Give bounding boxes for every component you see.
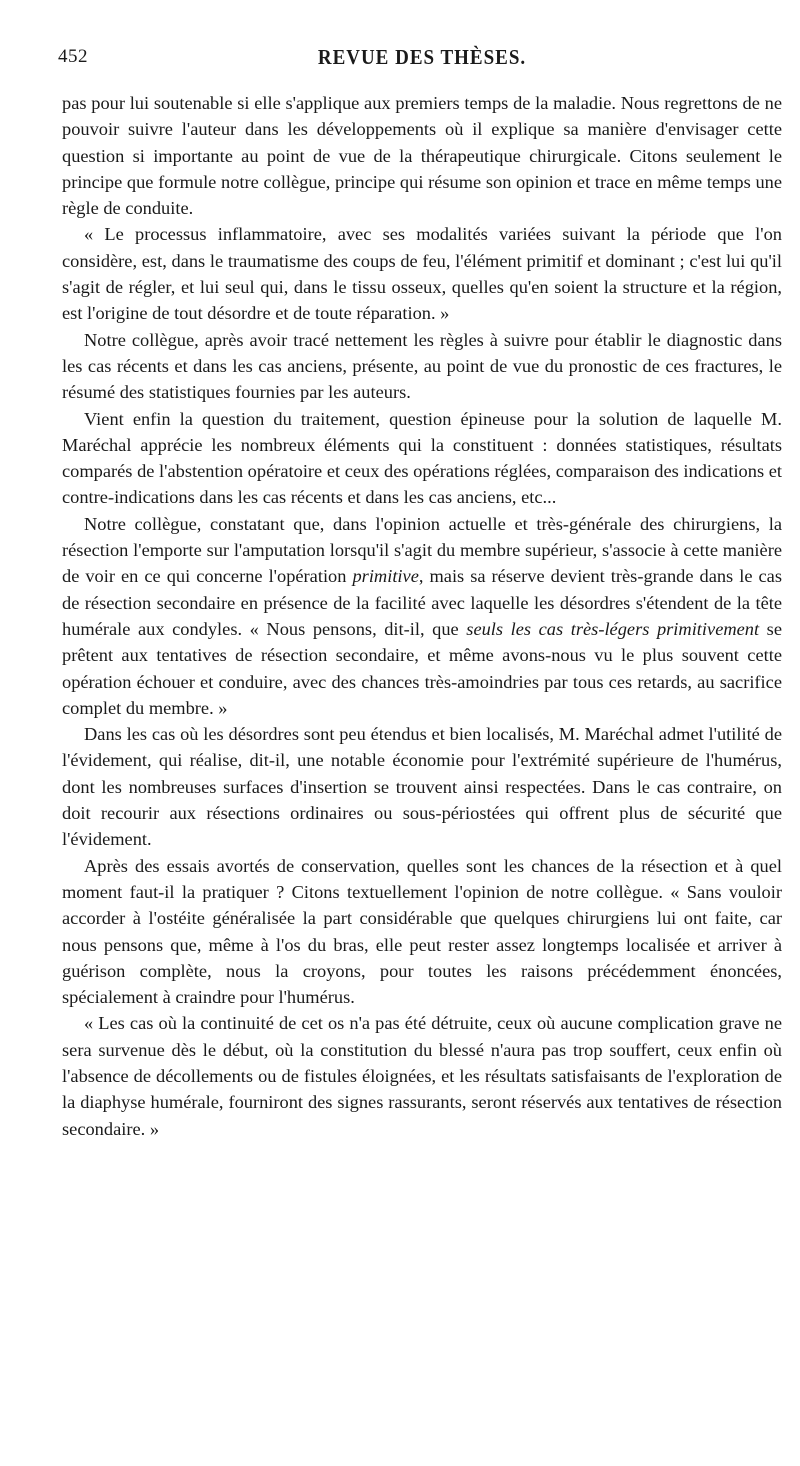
text-segment: pas pour lui soutenable si elle s'applique aux premiers temps de la maladie. Nous regrettons de ne pouvoir suivre l'auteur dans les développements où il explique sa manière d'envisager cette question si importante au point de vue de la thérapeutique chirurgicale. Citons seulement le principe que formule notre collègue, principe qui résume son opinion et trace en même temps une règle de conduite.	[62, 93, 782, 219]
italic-segment: seuls les cas très-légers primitivement	[466, 618, 760, 639]
paragraph	[62, 221, 782, 326]
running-head	[58, 46, 782, 78]
paragraph	[62, 1010, 782, 1141]
paragraph	[62, 721, 782, 852]
text-segment: se prêtent aux tentatives de résection secondaire, et même avons-nous vu le plus souvent cette opération échouer et conduire, avec des chances très-amoindries par tous ces retards, au sacrifice complet du membre. »	[62, 618, 782, 718]
text-segment: , mais sa réserve devient très-grande dans le cas de résection secondaire en présence de la facilité avec laquelle les désordres s'étendent de la tête humérale aux condyles. « Nous pensons, dit-il, que	[62, 566, 782, 639]
paragraph	[62, 853, 782, 1011]
running-title: REVUE DES THÈSES.	[317, 46, 527, 70]
italic-segment: primitive	[352, 566, 419, 587]
text-segment: Notre collègue, après avoir tracé nettement les règles à suivre pour établir le diagnostic dans les cas récents et dans les cas anciens, présente, au point de vue du pronostic de ces fractures, le résumé des statistiques fournies par les auteurs.	[62, 329, 782, 403]
page-number: 452	[58, 46, 88, 67]
text-segment: « Le processus inflammatoire, avec ses modalités variées suivant la période que l'on considère, est, dans le traumatisme des coups de feu, l'élément primitif et dominant ; c'est lui qu'il s'agit de régler, et lui seul qui, dans le tissu osseux, quelles qu'en soient la structure et la région, est l'origine de tout désordre et de toute réparation. »	[62, 224, 782, 324]
body-text	[62, 90, 782, 1142]
paragraph	[62, 406, 782, 511]
paragraph	[62, 511, 782, 721]
paragraph	[62, 327, 782, 406]
paragraph	[62, 90, 782, 221]
text-segment: Notre collègue, constatant que, dans l'opinion actuelle et très-générale des chirurgiens, la résection l'emporte sur l'amputation lorsqu'il s'agit du membre supérieur, s'associe à cette manière de voir en ce qui concerne l'opération	[62, 513, 782, 587]
text-segment: Vient enfin la question du traitement, question épineuse pour la solution de laquelle M. Maréchal apprécie les nombreux éléments qui la constituent : données statistiques, résultats comparés de l'abstention opératoire et ceux des opérations réglées, comparaison des indications et contre-indications dans les cas récents et dans les cas anciens, etc...	[62, 408, 782, 508]
text-segment: « Les cas où la continuité de cet os n'a pas été détruite, ceux où aucune complication grave ne sera survenue dès le début, où la constitution du blessé n'aura pas trop souffert, ceux enfin où l'absence de décollements ou de fistules éloignées, et les résultats satisfaisants de l'exploration de la diaphyse humérale, fourniront des signes rassurants, seront réservés aux tentatives de résection secondaire. »	[62, 1013, 782, 1139]
text-segment: Dans les cas où les désordres sont peu étendus et bien localisés, M. Maréchal admet l'utilité de l'évidement, qui réalise, dit-il, une notable économie pour l'extrémité supérieure de l'humérus, dont les nombreuses surfaces d'insertion se trouvent ainsi respectées. Dans le cas contraire, on doit recourir aux résections ordinaires ou sous-périostées qui offrent plus de sécurité que l'évidement.	[62, 724, 782, 850]
text-segment: Après des essais avortés de conservation, quelles sont les chances de la résection et à quel moment faut-il la pratiquer ? Citons textuellement l'opinion de notre collègue. « Sans vouloir accorder à l'ostéite généralisée la part considérable que quelques chirurgiens lui ont faite, car nous pensons que, même à l'os du bras, elle peut rester assez longtemps localisée et arriver à guérison complète, nous la croyons, pour toutes les raisons précédemment énoncées, spécialement à craindre pour l'humérus.	[62, 855, 782, 1008]
document-page	[58, 46, 782, 1142]
